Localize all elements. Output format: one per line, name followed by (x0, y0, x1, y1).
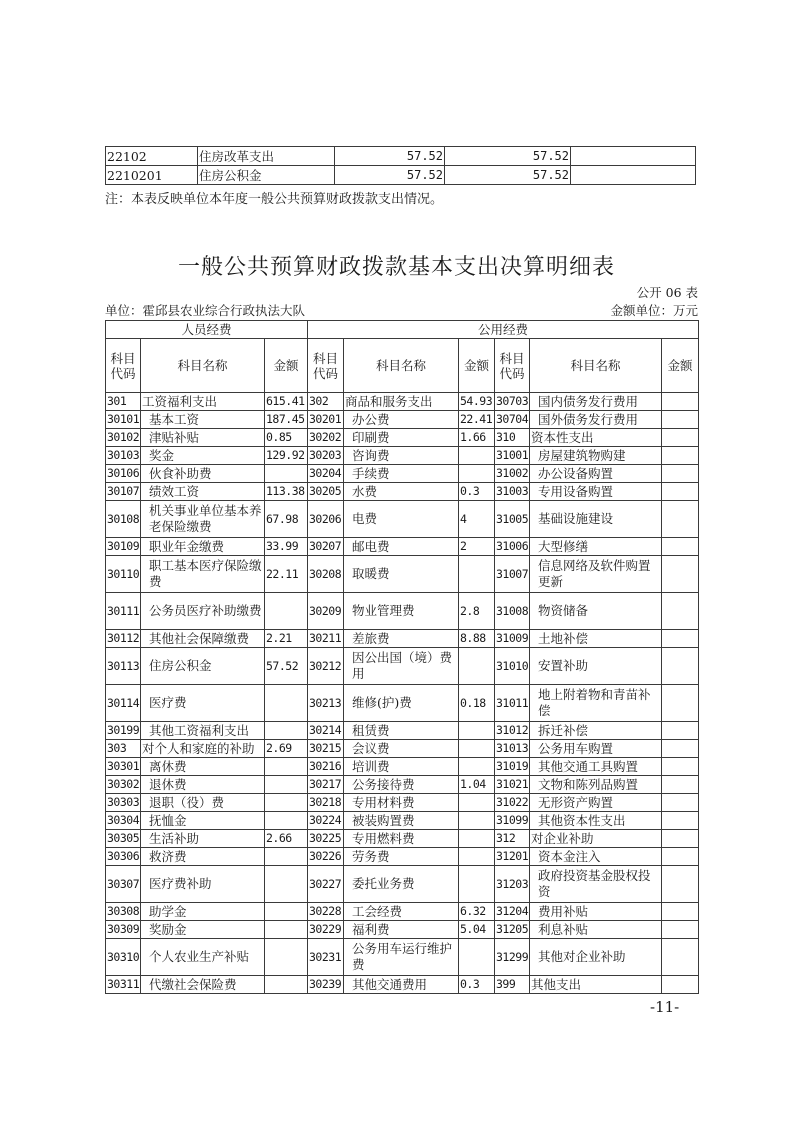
amount (662, 848, 699, 866)
amount: 57.52 (445, 147, 571, 166)
subject-code: 30231 (308, 939, 344, 976)
subject-code: 30113 (106, 648, 141, 685)
amount: 8.88 (459, 630, 495, 648)
subject-code: 30204 (308, 465, 344, 483)
subject-name: 租赁费 (344, 722, 459, 740)
subject-code: 30110 (106, 556, 141, 593)
table-row (106, 866, 699, 903)
amount (265, 903, 308, 921)
table-row (106, 830, 699, 848)
subject-code: 30218 (308, 794, 344, 812)
amount (662, 794, 699, 812)
subject-code: 30216 (308, 758, 344, 776)
subject-code: 31003 (495, 483, 530, 501)
amount: 0.3 (459, 483, 495, 501)
subject-name: 拆迁补偿 (530, 722, 662, 740)
amount: 0.3 (459, 976, 495, 994)
amount: 0.85 (265, 429, 308, 447)
table-row (106, 593, 699, 630)
subject-name: 住房改革支出 (198, 147, 335, 166)
amount (459, 794, 495, 812)
table-row (106, 685, 699, 722)
subject-code: 30107 (106, 483, 141, 501)
subject-name: 物资储备 (530, 593, 662, 630)
amount: 57.52 (335, 166, 445, 185)
subject-code: 30214 (308, 722, 344, 740)
table-row (106, 648, 699, 685)
subject-name: 商品和服务支出 (344, 393, 459, 411)
subject-name: 公务用车购置 (530, 740, 662, 758)
amount (265, 976, 308, 994)
subject-name: 基础设施建设 (530, 501, 662, 538)
subject-code: 30307 (106, 866, 141, 903)
subject-name: 费用补贴 (530, 903, 662, 921)
subject-name: 公务员医疗补助缴费 (141, 593, 265, 630)
subject-name: 专用材料费 (344, 794, 459, 812)
amount (662, 776, 699, 794)
amount (662, 830, 699, 848)
header-name: 科目名称 (530, 339, 662, 393)
amount: 1.66 (459, 429, 495, 447)
subject-code: 31005 (495, 501, 530, 538)
amount (265, 776, 308, 794)
amount (662, 866, 699, 903)
table-row (106, 147, 696, 166)
subject-code: 30211 (308, 630, 344, 648)
table-row (106, 465, 699, 483)
subject-name: 公务接待费 (344, 776, 459, 794)
subject-name: 咨询费 (344, 447, 459, 465)
amount (459, 465, 495, 483)
subject-code: 30213 (308, 685, 344, 722)
amount (265, 939, 308, 976)
money-unit-label: 金额单位：万元 (610, 303, 698, 318)
table-row (106, 812, 699, 830)
subject-code: 30212 (308, 648, 344, 685)
subject-code: 301 (106, 393, 141, 411)
subject-code: 30215 (308, 740, 344, 758)
amount (459, 812, 495, 830)
header-code: 科目代码 (106, 339, 141, 393)
subject-code: 30199 (106, 722, 141, 740)
subject-code: 30217 (308, 776, 344, 794)
subject-name: 福利费 (344, 921, 459, 939)
amount: 57.52 (445, 166, 571, 185)
subject-code: 30102 (106, 429, 141, 447)
subject-name: 其他支出 (530, 976, 662, 994)
subject-name: 取暖费 (344, 556, 459, 593)
table-row (106, 722, 699, 740)
subject-name: 利息补贴 (530, 921, 662, 939)
subject-name: 土地补偿 (530, 630, 662, 648)
subject-code: 30225 (308, 830, 344, 848)
subject-code: 30311 (106, 976, 141, 994)
table-row (106, 447, 699, 465)
header-code: 科目代码 (495, 339, 530, 393)
subject-name: 基本工资 (141, 411, 265, 429)
subject-name: 国外债务发行费用 (530, 411, 662, 429)
amount (662, 976, 699, 994)
subject-name: 对企业补助 (530, 830, 662, 848)
subject-name: 电费 (344, 501, 459, 538)
subject-name: 办公设备购置 (530, 465, 662, 483)
subject-name: 邮电费 (344, 538, 459, 556)
table-row (106, 848, 699, 866)
subject-name: 工资福利支出 (141, 393, 265, 411)
amount (265, 685, 308, 722)
subject-code: 31203 (495, 866, 530, 903)
subject-code: 31021 (495, 776, 530, 794)
header-amount: 金额 (662, 339, 699, 393)
amount (662, 483, 699, 501)
subject-code: 30101 (106, 411, 141, 429)
subject-name: 退休费 (141, 776, 265, 794)
amount: 54.93 (459, 393, 495, 411)
subject-code: 31010 (495, 648, 530, 685)
amount (662, 648, 699, 685)
subject-name: 对个人和家庭的补助 (141, 740, 265, 758)
subject-code: 30208 (308, 556, 344, 593)
subject-name: 退职（役）费 (141, 794, 265, 812)
amount (662, 722, 699, 740)
page-title: 一般公共预算财政拨款基本支出决算明细表 (177, 255, 615, 280)
subject-code: 30103 (106, 447, 141, 465)
subject-code: 30308 (106, 903, 141, 921)
subject-name: 其他资本性支出 (530, 812, 662, 830)
basic-expenditure-detail-table (105, 320, 699, 994)
amount (459, 758, 495, 776)
personnel-expense-header: 人员经费 (106, 321, 308, 339)
amount (662, 685, 699, 722)
subject-name: 安置补助 (530, 648, 662, 685)
subject-name: 机关事业单位基本养老保险缴费 (141, 501, 265, 538)
amount (662, 740, 699, 758)
amount: 57.52 (335, 147, 445, 166)
amount: 2.66 (265, 830, 308, 848)
amount: 187.45 (265, 411, 308, 429)
amount: 6.32 (459, 903, 495, 921)
subject-code: 31008 (495, 593, 530, 630)
header-name: 科目名称 (141, 339, 265, 393)
subject-name: 政府投资基金股权投资 (530, 866, 662, 903)
subject-code: 31205 (495, 921, 530, 939)
subject-code: 30239 (308, 976, 344, 994)
subject-code: 30106 (106, 465, 141, 483)
subject-name: 无形资产购置 (530, 794, 662, 812)
amount (265, 921, 308, 939)
header-amount: 金额 (265, 339, 308, 393)
amount (265, 866, 308, 903)
amount (459, 648, 495, 685)
subject-name: 维修(护)费 (344, 685, 459, 722)
public-expense-header: 公用经费 (308, 321, 699, 339)
amount (662, 903, 699, 921)
subject-name: 劳务费 (344, 848, 459, 866)
subject-name: 其他交通工具购置 (530, 758, 662, 776)
subject-name: 水费 (344, 483, 459, 501)
subject-code: 31012 (495, 722, 530, 740)
header-amount: 金额 (459, 339, 495, 393)
table-row (106, 538, 699, 556)
amount (571, 166, 696, 185)
subject-code: 303 (106, 740, 141, 758)
amount: 2 (459, 538, 495, 556)
amount (662, 411, 699, 429)
subject-name: 办公费 (344, 411, 459, 429)
subject-name: 印刷费 (344, 429, 459, 447)
subject-code: 30303 (106, 794, 141, 812)
subject-name: 奖金 (141, 447, 265, 465)
subject-name: 助学金 (141, 903, 265, 921)
subject-code: 312 (495, 830, 530, 848)
subject-code: 31011 (495, 685, 530, 722)
amount (265, 758, 308, 776)
subject-code: 399 (495, 976, 530, 994)
subject-code: 31007 (495, 556, 530, 593)
subject-name: 救济费 (141, 848, 265, 866)
subject-name: 被装购置费 (344, 812, 459, 830)
table-row (106, 740, 699, 758)
group-header-row (106, 321, 699, 339)
amount (662, 758, 699, 776)
subject-name: 专用燃料费 (344, 830, 459, 848)
subject-name: 代缴社会保险费 (141, 976, 265, 994)
subject-code: 31099 (495, 812, 530, 830)
subject-code: 30306 (106, 848, 141, 866)
subject-name: 职业年金缴费 (141, 538, 265, 556)
subject-code: 31022 (495, 794, 530, 812)
amount (662, 447, 699, 465)
amount: 615.41 (265, 393, 308, 411)
subject-code: 30228 (308, 903, 344, 921)
amount (459, 848, 495, 866)
amount (459, 556, 495, 593)
column-header-row (106, 339, 699, 393)
amount (662, 393, 699, 411)
subject-name: 物业管理费 (344, 593, 459, 630)
table-note: 注：本表反映单位本年度一般公共预算财政拨款支出情况。 (105, 192, 444, 207)
subject-code: 30109 (106, 538, 141, 556)
amount (265, 465, 308, 483)
subject-code: 31204 (495, 903, 530, 921)
amount (459, 722, 495, 740)
subject-code: 31013 (495, 740, 530, 758)
subject-name: 手续费 (344, 465, 459, 483)
subject-name: 其他交通费用 (344, 976, 459, 994)
subject-code: 310 (495, 429, 530, 447)
subject-code: 31006 (495, 538, 530, 556)
amount (662, 538, 699, 556)
subject-name: 差旅费 (344, 630, 459, 648)
subject-name: 地上附着物和青苗补偿 (530, 685, 662, 722)
amount (459, 740, 495, 758)
top-expenditure-table (105, 146, 696, 185)
subject-code: 30209 (308, 593, 344, 630)
amount (459, 447, 495, 465)
amount: 57.52 (265, 648, 308, 685)
subject-name: 因公出国（境）费用 (344, 648, 459, 685)
subject-code: 30201 (308, 411, 344, 429)
subject-name: 生活补助 (141, 830, 265, 848)
header-code: 科目代码 (308, 339, 344, 393)
amount (265, 848, 308, 866)
subject-name: 资本金注入 (530, 848, 662, 866)
subject-code: 30203 (308, 447, 344, 465)
subject-code: 30227 (308, 866, 344, 903)
amount: 67.98 (265, 501, 308, 538)
form-number: 公开 06 表 (636, 285, 698, 300)
table-row (106, 483, 699, 501)
subject-name: 住房公积金 (141, 648, 265, 685)
amount (662, 921, 699, 939)
unit-label: 单位：霍邱县农业综合行政执法大队 (105, 303, 306, 318)
amount (265, 722, 308, 740)
amount (662, 593, 699, 630)
amount: 22.41 (459, 411, 495, 429)
header-name: 科目名称 (344, 339, 459, 393)
subject-name: 医疗费补助 (141, 866, 265, 903)
table-row (106, 903, 699, 921)
amount: 129.92 (265, 447, 308, 465)
subject-name: 个人农业生产补贴 (141, 939, 265, 976)
subject-code: 30114 (106, 685, 141, 722)
subject-name: 会议费 (344, 740, 459, 758)
subject-name: 委托业务费 (344, 866, 459, 903)
page-number: -11- (650, 998, 680, 1016)
subject-name: 国内债务发行费用 (530, 393, 662, 411)
amount (459, 866, 495, 903)
table-row (106, 556, 699, 593)
subject-code: 30206 (308, 501, 344, 538)
table-row (106, 166, 696, 185)
table-row (106, 921, 699, 939)
subject-code: 31001 (495, 447, 530, 465)
table-row (106, 939, 699, 976)
amount: 2.21 (265, 630, 308, 648)
subject-name: 资本性支出 (530, 429, 662, 447)
subject-code: 30108 (106, 501, 141, 538)
subject-code: 30305 (106, 830, 141, 848)
subject-name: 房屋建筑物购建 (530, 447, 662, 465)
subject-name: 其他社会保障缴费 (141, 630, 265, 648)
subject-name: 奖励金 (141, 921, 265, 939)
subject-code: 30224 (308, 812, 344, 830)
subject-code: 31009 (495, 630, 530, 648)
subject-name: 专用设备购置 (530, 483, 662, 501)
subject-name: 抚恤金 (141, 812, 265, 830)
subject-code: 30304 (106, 812, 141, 830)
table-row (106, 411, 699, 429)
subject-code: 2210201 (106, 166, 198, 185)
subject-name: 其他对企业补助 (530, 939, 662, 976)
subject-code: 31299 (495, 939, 530, 976)
amount: 5.04 (459, 921, 495, 939)
subject-name: 伙食补助费 (141, 465, 265, 483)
table-row (106, 776, 699, 794)
amount (662, 501, 699, 538)
subject-code: 302 (308, 393, 344, 411)
amount (459, 939, 495, 976)
amount (662, 429, 699, 447)
amount (571, 147, 696, 166)
subject-name: 信息网络及软件购置更新 (530, 556, 662, 593)
subject-name: 培训费 (344, 758, 459, 776)
amount (662, 939, 699, 976)
subject-name: 绩效工资 (141, 483, 265, 501)
table-row (106, 501, 699, 538)
subject-code: 30205 (308, 483, 344, 501)
subject-name: 离休费 (141, 758, 265, 776)
amount: 113.38 (265, 483, 308, 501)
subject-code: 31002 (495, 465, 530, 483)
amount (662, 630, 699, 648)
subject-name: 文物和陈列品购置 (530, 776, 662, 794)
subject-name: 住房公积金 (198, 166, 335, 185)
subject-code: 30226 (308, 848, 344, 866)
table-row (106, 758, 699, 776)
amount (459, 830, 495, 848)
subject-name: 医疗费 (141, 685, 265, 722)
amount: 33.99 (265, 538, 308, 556)
subject-code: 30704 (495, 411, 530, 429)
subject-code: 30112 (106, 630, 141, 648)
table-row (106, 429, 699, 447)
subject-code: 31201 (495, 848, 530, 866)
amount: 2.69 (265, 740, 308, 758)
subject-code: 30302 (106, 776, 141, 794)
amount (662, 465, 699, 483)
amount (662, 812, 699, 830)
subject-code: 30703 (495, 393, 530, 411)
subject-name: 其他工资福利支出 (141, 722, 265, 740)
subject-code: 30111 (106, 593, 141, 630)
subject-name: 津贴补贴 (141, 429, 265, 447)
subject-code: 30301 (106, 758, 141, 776)
subject-code: 30229 (308, 921, 344, 939)
table-row (106, 794, 699, 812)
subject-name: 工会经费 (344, 903, 459, 921)
table-row (106, 630, 699, 648)
amount (265, 794, 308, 812)
subject-code: 22102 (106, 147, 198, 166)
subject-code: 30207 (308, 538, 344, 556)
amount: 0.18 (459, 685, 495, 722)
subject-code: 30310 (106, 939, 141, 976)
subject-code: 31019 (495, 758, 530, 776)
amount (265, 812, 308, 830)
amount: 22.11 (265, 556, 308, 593)
subject-name: 公务用车运行维护费 (344, 939, 459, 976)
amount: 4 (459, 501, 495, 538)
table-row (106, 976, 699, 994)
subject-code: 30309 (106, 921, 141, 939)
amount: 1.04 (459, 776, 495, 794)
amount: 2.8 (459, 593, 495, 630)
amount (265, 593, 308, 630)
amount (662, 556, 699, 593)
subject-name: 职工基本医疗保险缴费 (141, 556, 265, 593)
table-row (106, 393, 699, 411)
subject-name: 大型修缮 (530, 538, 662, 556)
subject-code: 30202 (308, 429, 344, 447)
